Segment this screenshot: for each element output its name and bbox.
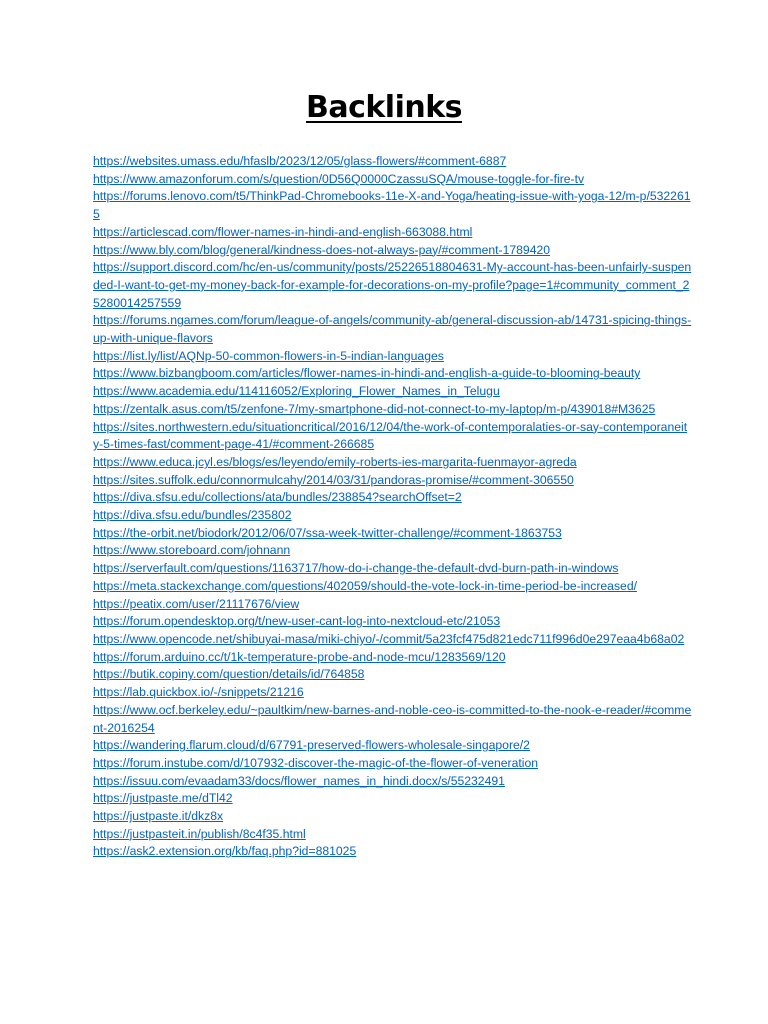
backlink-item[interactable]: https://meta.stackexchange.com/questions/402059/should-the-vote-lock-in-time-period-be-increased/ xyxy=(93,578,637,593)
backlink-item[interactable]: https://justpaste.me/dTl42 xyxy=(93,791,233,806)
backlink-item[interactable]: https://www.bizbangboom.com/articles/flower-names-in-hindi-and-english-a-guide-to-blooming-beauty xyxy=(93,366,641,381)
backlink-item[interactable]: https://butik.copiny.com/question/details/id/764858 xyxy=(93,667,365,682)
backlink-item[interactable]: https://justpaste.it/dkz8x xyxy=(93,809,224,824)
backlink-item[interactable]: https://diva.sfsu.edu/bundles/235802 xyxy=(93,508,292,523)
backlink-item[interactable]: https://www.bly.com/blog/general/kindness-does-not-always-pay/#comment-1789420 xyxy=(93,242,551,257)
backlink-item[interactable]: https://forum.instube.com/d/107932-discover-the-magic-of-the-flower-of-veneration xyxy=(93,755,539,770)
backlink-item[interactable]: https://ask2.extension.org/kb/faq.php?id=881025 xyxy=(93,844,357,859)
backlink-item[interactable]: https://articlescad.com/flower-names-in-hindi-and-english-663088.html xyxy=(93,224,473,239)
backlink-item[interactable]: https://list.ly/list/AQNp-50-common-flowers-in-5-indian-languages xyxy=(93,348,444,363)
backlink-item[interactable]: https://support.discord.com/hc/en-us/community/posts/25226518804631-My-account-has-been-unfairly-suspended-I-want-to-get-my-money-back-for-example-for-decorations-on-my-profile?page=1#community_comment_25280014257559 xyxy=(93,260,692,310)
backlink-item[interactable]: https://sites.northwestern.edu/situationcritical/2016/12/04/the-work-of-contemporalaties-or-say-contemporaneity-5-times-fast/comment-page-41/#comment-266685 xyxy=(93,419,688,452)
backlink-item[interactable]: https://peatix.com/user/21117676/view xyxy=(93,596,300,611)
backlink-item[interactable]: https://www.ocf.berkeley.edu/~paultkim/new-barnes-and-noble-ceo-is-committed-to-the-nook-e-reader/#comment-2016254 xyxy=(93,702,692,735)
backlink-item[interactable]: https://www.storeboard.com/johnann xyxy=(93,543,291,558)
backlink-item[interactable]: https://lab.quickbox.io/-/snippets/21216 xyxy=(93,685,304,700)
backlink-item[interactable]: https://forum.arduino.cc/t/1k-temperature-probe-and-node-mcu/1283569/120 xyxy=(93,649,506,664)
backlink-item[interactable]: https://forum.opendesktop.org/t/new-user-cant-log-into-nextcloud-etc/21053 xyxy=(93,614,501,629)
backlink-item[interactable]: https://zentalk.asus.com/t5/zenfone-7/my-smartphone-did-not-connect-to-my-laptop/m-p/439018#M3625 xyxy=(93,401,656,416)
backlink-item[interactable]: https://forums.ngames.com/forum/league-of-angels/community-ab/general-discussion-ab/14731-spicing-things-up-with-unique-flavors xyxy=(93,313,692,346)
backlink-item[interactable]: https://sites.suffolk.edu/connormulcahy/2014/03/31/pandoras-promise/#comment-306550 xyxy=(93,472,574,487)
backlink-item[interactable]: https://www.educa.jcyl.es/blogs/es/leyendo/emily-roberts-ies-margarita-fuenmayor-agreda xyxy=(93,454,577,469)
backlink-item[interactable]: https://serverfault.com/questions/1163717/how-do-i-change-the-default-dvd-burn-path-in-windows xyxy=(93,561,619,576)
backlink-list xyxy=(93,153,693,861)
backlink-item[interactable]: https://wandering.flarum.cloud/d/67791-preserved-flowers-wholesale-singapore/2 xyxy=(93,738,530,753)
backlink-item[interactable]: https://websites.umass.edu/hfaslb/2023/12/05/glass-flowers/#comment-6887 xyxy=(93,154,507,168)
backlink-item[interactable]: https://diva.sfsu.edu/collections/ata/bundles/238854?searchOffset=2 xyxy=(93,490,462,505)
backlink-item[interactable]: https://www.opencode.net/shibuyai-masa/miki-chiyo/-/commit/5a23fcf475d821edc711f996d0e297eaa4b68a02 xyxy=(93,631,685,646)
backlink-item[interactable]: https://justpasteit.in/publish/8c4f35.html xyxy=(93,826,306,841)
backlink-item[interactable]: https://issuu.com/evaadam33/docs/flower_names_in_hindi.docx/s/55232491 xyxy=(93,773,505,788)
backlink-item[interactable]: https://www.academia.edu/114116052/Exploring_Flower_Names_in_Telugu xyxy=(93,384,500,399)
backlink-item[interactable]: https://www.amazonforum.com/s/question/0D56Q0000CzassuSQA/mouse-toggle-for-fire-tv xyxy=(93,171,585,186)
page-title: Backlinks xyxy=(305,90,463,125)
backlink-item[interactable]: https://the-orbit.net/biodork/2012/06/07/ssa-week-twitter-challenge/#comment-1863753 xyxy=(93,525,562,540)
backlink-item[interactable]: https://forums.lenovo.com/t5/ThinkPad-Chromebooks-11e-X-and-Yoga/heating-issue-with-yoga-12/m-p/5322615 xyxy=(93,189,691,222)
